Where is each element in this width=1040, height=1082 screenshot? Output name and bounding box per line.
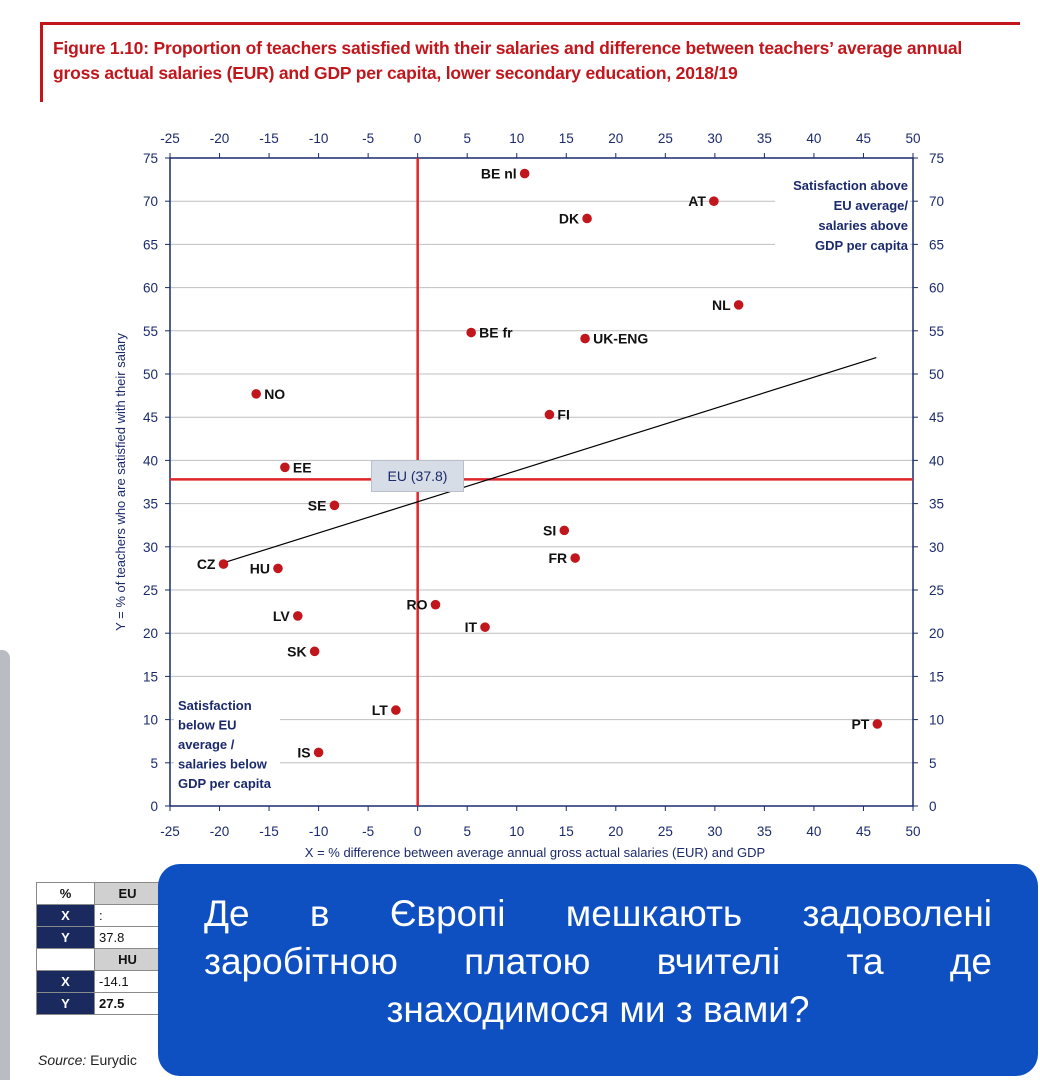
source-text: Eurydic xyxy=(86,1052,137,1068)
point-be-nl xyxy=(520,169,530,179)
x-tick-label-top-14: 45 xyxy=(855,131,871,146)
quadrant-note-bottom-left-1: below EU xyxy=(178,717,237,733)
grid-lines xyxy=(170,201,913,763)
table-country-eu: EU xyxy=(95,883,161,905)
y-tick-label-left-6: 30 xyxy=(142,539,158,555)
y-tick-label-right-0: 0 xyxy=(929,799,937,814)
quadrant-notes xyxy=(174,172,910,797)
point-label-it: IT xyxy=(464,619,478,636)
x-tick-label-bottom-9: 20 xyxy=(608,824,624,839)
table-row-x-label: X xyxy=(37,971,95,993)
quadrant-note-top-right-3: GDP per capita xyxy=(815,238,908,253)
point-sk xyxy=(310,647,320,657)
point-se xyxy=(330,501,340,511)
y-tick-label-right-4: 20 xyxy=(929,626,945,642)
y-tick-label-left-4: 20 xyxy=(142,626,158,642)
point-si xyxy=(559,526,569,536)
point-label-be-fr: BE fr xyxy=(479,324,513,341)
point-label-cz: CZ xyxy=(196,556,216,573)
point-fr xyxy=(570,553,580,563)
point-label-fr: FR xyxy=(548,550,568,567)
table-row xyxy=(37,993,161,1015)
x-tick-label-bottom-15: 50 xyxy=(905,824,921,839)
figure-title: Figure 1.10: Proportion of teachers satisfied with their salaries and difference between teachers’ average annual gross actual salaries (EUR) and GDP per capita, lower secondary education, 2018/19 xyxy=(53,38,963,83)
y-tick-label-right-10: 50 xyxy=(929,367,945,382)
x-tick-label-top-7: 10 xyxy=(509,131,525,146)
point-label-pt: PT xyxy=(851,715,870,732)
x-tick-label-bottom-7: 10 xyxy=(509,824,525,839)
point-label-nl: NL xyxy=(711,296,731,313)
y-tick-label-left-10: 50 xyxy=(142,367,158,382)
y-tick-label-left-0: 0 xyxy=(150,799,158,814)
quadrant-note-top-right-0: Satisfaction above xyxy=(793,178,908,193)
y-tick-label-left-12: 60 xyxy=(142,280,158,296)
x-tick-label-bottom-12: 35 xyxy=(756,824,772,839)
y-tick-label-right-15: 75 xyxy=(929,151,945,166)
point-cz xyxy=(219,559,229,569)
y-tick-label-left-3: 15 xyxy=(142,669,158,685)
side-tab xyxy=(0,650,10,1080)
source-note xyxy=(38,1052,137,1068)
point-no xyxy=(251,389,261,399)
y-axis-label: Y = % of teachers who are satisfied with their salary xyxy=(113,333,128,631)
y-tick-label-left-8: 40 xyxy=(142,453,158,469)
y-tick-label-right-2: 10 xyxy=(929,712,945,728)
y-tick-label-right-14: 70 xyxy=(929,194,945,210)
x-tick-label-top-11: 30 xyxy=(707,131,723,146)
x-tick-label-top-6: 5 xyxy=(463,131,471,146)
point-ro xyxy=(431,600,441,610)
x-tick-label-bottom-11: 30 xyxy=(707,824,723,839)
point-it xyxy=(480,622,490,632)
source-prefix: Source: xyxy=(38,1052,87,1068)
x-tick-label-top-5: 0 xyxy=(413,131,422,146)
quadrant-note-top-right-1: EU average/ xyxy=(833,198,908,213)
point-fi xyxy=(545,410,555,420)
table-eu-y: 37.8 xyxy=(95,927,161,949)
x-tick-label-top-3: -10 xyxy=(308,131,329,146)
table-row-y-label: Y xyxy=(37,927,95,949)
point-label-sk: SK xyxy=(287,643,307,660)
x-tick-label-bottom-4: -5 xyxy=(362,824,375,839)
y-tick-label-right-3: 15 xyxy=(929,669,945,685)
table-hu-x: -14.1 xyxy=(95,971,161,993)
x-tick-label-top-15: 50 xyxy=(905,131,921,146)
point-dk xyxy=(582,214,592,224)
quadrant-note-bottom-left-3: salaries below xyxy=(178,756,267,772)
y-tick-label-right-1: 5 xyxy=(929,755,937,771)
x-tick-label-top-9: 20 xyxy=(608,131,624,146)
x-tick-label-top-8: 15 xyxy=(558,131,574,146)
data-table xyxy=(36,882,161,1015)
x-tick-label-top-13: 40 xyxy=(806,131,822,146)
y-tick-label-left-13: 65 xyxy=(142,237,158,253)
point-hu xyxy=(273,564,283,574)
x-tick-label-bottom-2: -15 xyxy=(259,824,279,839)
table-row-x-label: X xyxy=(37,905,95,927)
point-pt xyxy=(873,719,883,729)
x-tick-label-top-1: -20 xyxy=(209,131,230,146)
y-tick-label-right-9: 45 xyxy=(929,410,945,426)
y-tick-label-left-2: 10 xyxy=(142,712,158,728)
y-tick-label-right-12: 60 xyxy=(929,280,945,296)
table-row xyxy=(37,883,161,905)
point-label-si: SI xyxy=(543,522,557,539)
point-nl xyxy=(734,300,744,310)
x-tick-label-bottom-10: 25 xyxy=(657,824,673,839)
table-row xyxy=(37,971,161,993)
y-tick-label-left-7: 35 xyxy=(142,496,158,512)
table-country-hu: HU xyxy=(95,949,161,971)
point-label-uk-eng: UK-ENG xyxy=(593,330,649,347)
y-tick-label-left-1: 5 xyxy=(150,755,158,771)
table-row-y-label: Y xyxy=(37,993,95,1015)
y-tick-label-left-11: 55 xyxy=(142,323,158,339)
y-tick-label-right-11: 55 xyxy=(929,323,945,339)
point-ee xyxy=(280,463,290,473)
y-tick-label-right-6: 30 xyxy=(929,539,945,555)
y-tick-label-right-8: 40 xyxy=(929,453,945,469)
point-label-fi: FI xyxy=(557,406,570,423)
x-tick-label-top-4: -5 xyxy=(362,131,375,146)
table-row xyxy=(37,905,161,927)
point-label-be-nl: BE nl xyxy=(480,165,517,182)
point-label-is: IS xyxy=(297,744,311,761)
point-label-no: NO xyxy=(264,385,286,402)
point-label-at: AT xyxy=(688,193,706,210)
x-tick-label-top-12: 35 xyxy=(756,131,772,146)
x-tick-label-top-2: -15 xyxy=(259,131,279,146)
point-lt xyxy=(391,705,401,715)
table-row xyxy=(37,949,161,971)
quadrant-note-top-right-2: salaries above xyxy=(818,218,908,233)
y-tick-label-right-5: 25 xyxy=(929,583,945,598)
point-at xyxy=(709,196,719,206)
table-hu-y: 27.5 xyxy=(95,993,161,1015)
x-tick-label-bottom-14: 45 xyxy=(855,824,871,839)
point-lv xyxy=(293,611,303,621)
y-tick-label-left-9: 45 xyxy=(142,410,158,426)
x-axis-label: X = % difference between average annual gross actual salaries (EUR) and GDP xyxy=(304,845,766,860)
table-row xyxy=(37,927,161,949)
quadrant-note-bottom-left-2: average / xyxy=(178,737,235,752)
y-tick-label-left-5: 25 xyxy=(142,583,158,598)
question-banner: Де в Європі мешкають задоволені заробітною платою вчителі та де знаходимося ми з вами? xyxy=(158,864,1038,1076)
eu-average-badge: EU (37.8) xyxy=(371,460,464,492)
y-tick-label-right-13: 65 xyxy=(929,237,945,253)
table-eu-x: : xyxy=(95,905,161,927)
x-tick-label-bottom-6: 5 xyxy=(463,824,471,839)
x-tick-label-bottom-1: -20 xyxy=(209,824,230,839)
table-corner: % xyxy=(37,883,95,905)
point-label-ro: RO xyxy=(406,596,428,613)
point-label-dk: DK xyxy=(558,210,580,227)
point-label-ee: EE xyxy=(292,459,312,476)
point-label-hu: HU xyxy=(249,560,270,577)
x-tick-label-bottom-3: -10 xyxy=(308,824,329,839)
x-tick-label-bottom-5: 0 xyxy=(413,824,422,839)
x-tick-label-bottom-0: -25 xyxy=(160,824,180,839)
x-tick-label-bottom-13: 40 xyxy=(806,824,822,839)
quadrant-note-bottom-left-0: Satisfaction xyxy=(178,698,252,713)
point-label-lt: LT xyxy=(371,702,388,719)
x-tick-label-top-10: 25 xyxy=(657,131,673,146)
quadrant-note-bottom-left-4: GDP per capita xyxy=(178,776,271,791)
x-tick-label-top-0: -25 xyxy=(160,131,180,146)
y-tick-label-left-15: 75 xyxy=(142,151,158,166)
point-label-lv: LV xyxy=(272,607,290,624)
point-uk-eng xyxy=(580,334,590,344)
y-tick-label-left-14: 70 xyxy=(142,194,158,210)
point-be-fr xyxy=(466,328,476,338)
y-tick-label-right-7: 35 xyxy=(929,496,945,512)
point-is xyxy=(314,748,324,758)
point-label-se: SE xyxy=(307,497,327,514)
x-tick-label-bottom-8: 15 xyxy=(558,824,574,839)
